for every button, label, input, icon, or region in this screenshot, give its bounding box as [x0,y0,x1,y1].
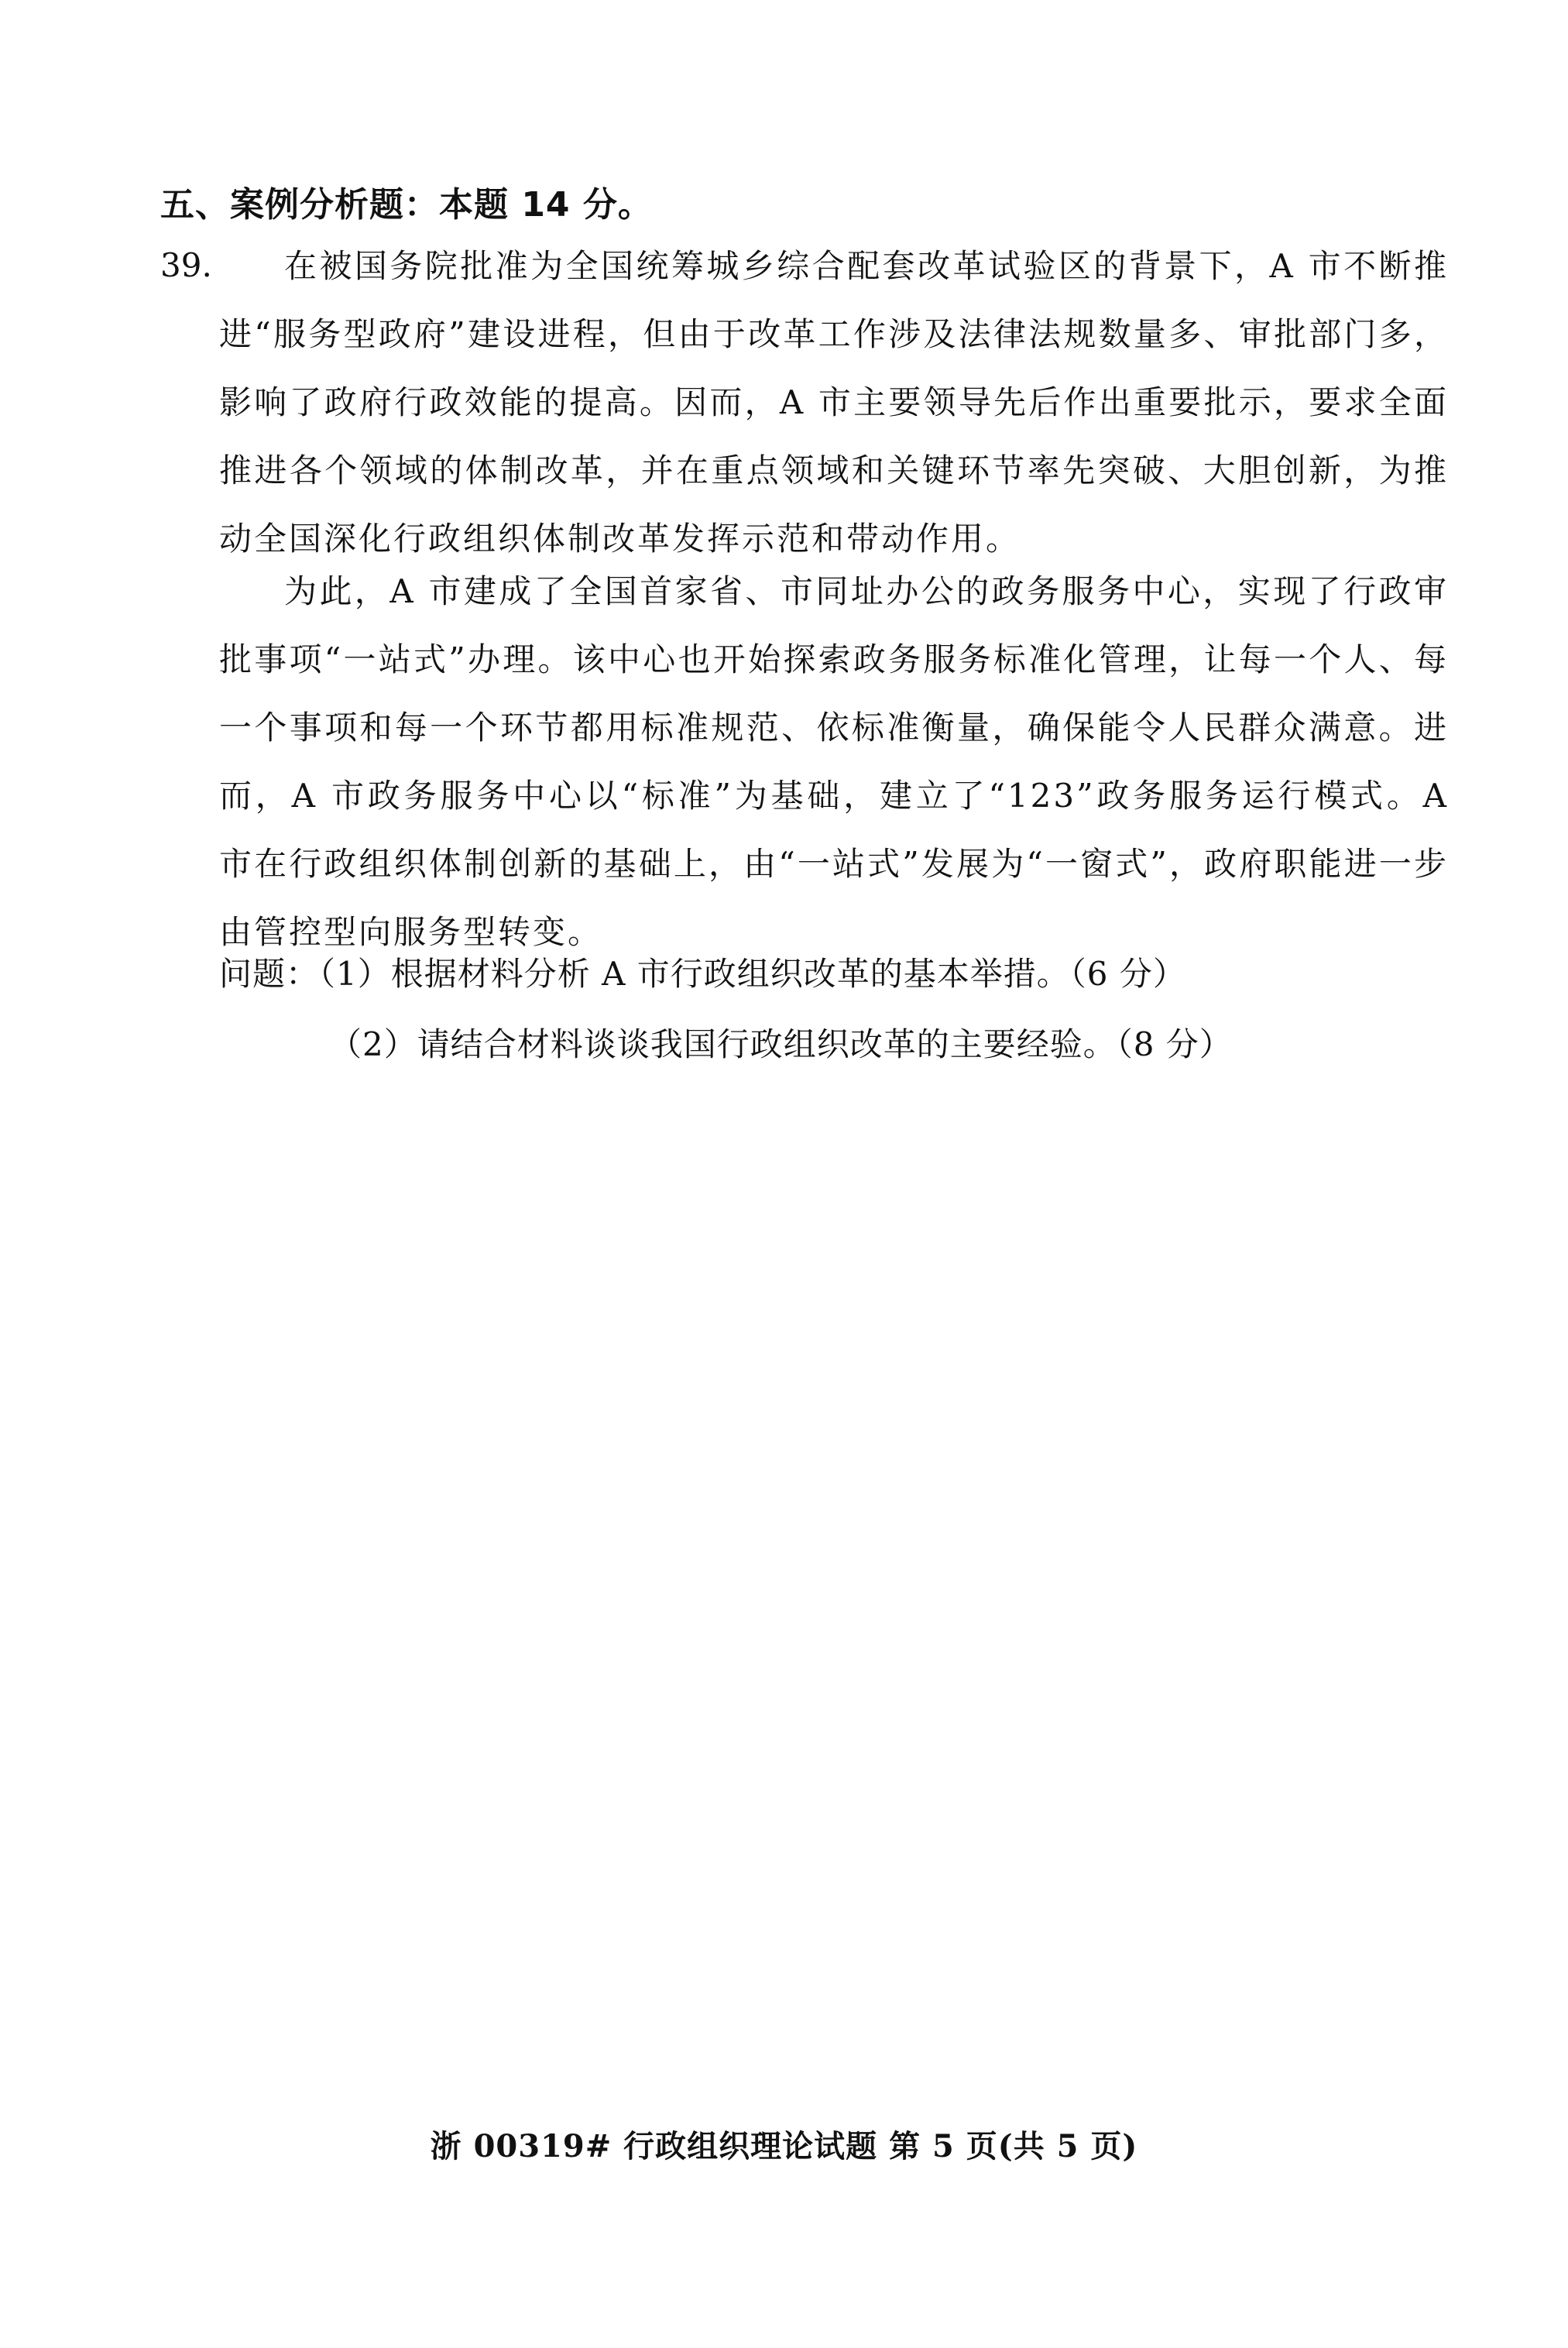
sub-question-2: （2）请结合材料谈谈我国行政组织改革的主要经验。（8 分） [329,1025,1233,1063]
section-title: 五、案例分析题：本题 14 分。 [160,185,653,225]
sub-question-1: 问题：（1）根据材料分析 A 市行政组织改革的基本举措。（6 分） [219,955,1186,993]
case-paragraph-1: 在被国务院批准为全国统筹城乡综合配套改革试验区的背景下，A 市不断推进“服务型政府”建设进程，但由于改革工作涉及法律法规数量多、审批部门多，影响了政府行政效能的提高。因而，A 市主要领导先后作出重要批示，要求全面推进各个领域的体制改革，并在重点领域和关键环节率先突破、大胆创新，为推动全国深化行政组织体制改革发挥示范和带动作用。 [219,247,1449,558]
page-footer: 浙 00319# 行政组织理论试题 第 5 页(共 5 页) [430,2128,1138,2164]
question-number: 39. [160,246,212,284]
case-paragraph-2: 为此，A 市建成了全国首家省、市同址办公的政务服务中心，实现了行政审批事项“一站式”办理。该中心也开始探索政务服务标准化管理，让每一个人、每一个事项和每一个环节都用标准规范、依标准衡量，确保能令人民群众满意。进而，A 市政务服务中心以“标准”为基础，建立了“123”政务服务运行模式。A 市在行政组织体制创新的基础上，由“一站式”发展为“一窗式”，政府职能进一步由管控型向服务型转变。 [219,572,1449,951]
